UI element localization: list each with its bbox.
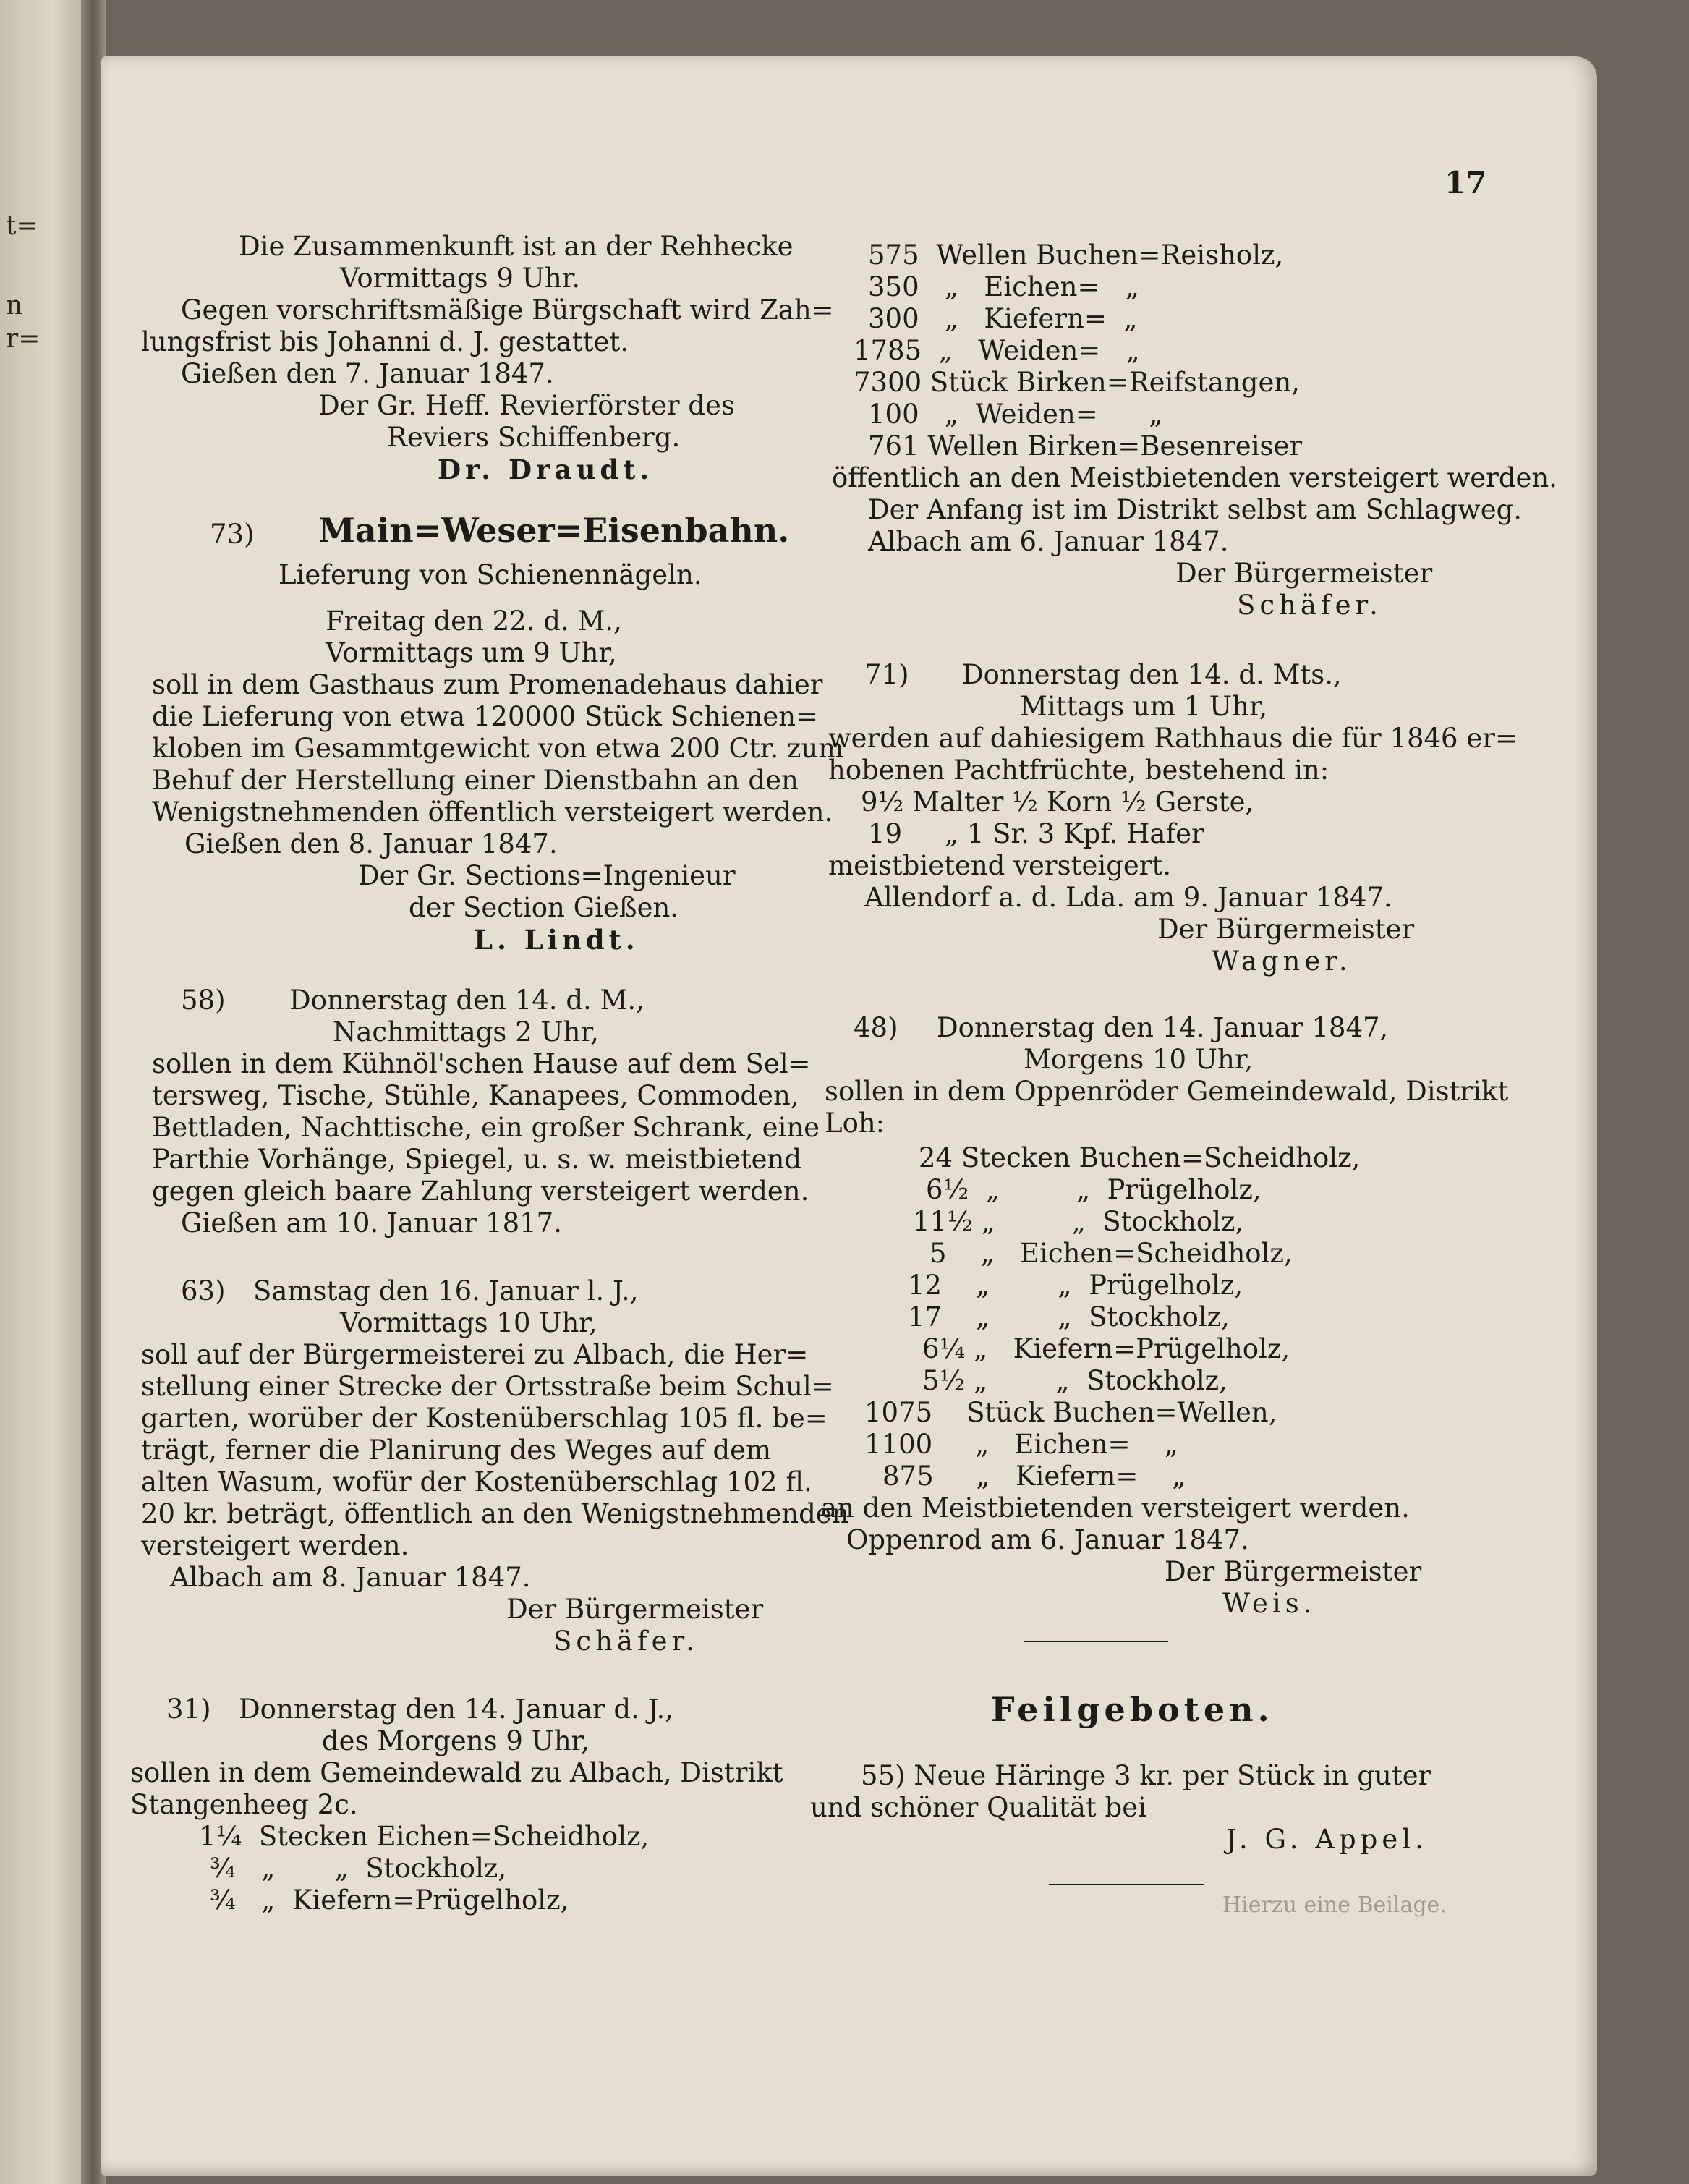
text-line: 575 Wellen Buchen=Reisholz,	[868, 239, 1284, 271]
text-line: 1¼ Stecken Eichen=Scheidholz,	[199, 1821, 650, 1852]
text-line: hobenen Pachtfrüchte, bestehend in:	[828, 755, 1329, 786]
text-line: an den Meistbietenden versteigert werden.	[821, 1492, 1410, 1524]
text-line: Feilgeboten.	[991, 1690, 1274, 1729]
text-line: versteigert werden.	[141, 1530, 409, 1561]
bleed-through-text: Hierzu eine Beilage.	[1222, 1892, 1447, 1918]
text-line: Albach am 6. Januar 1847.	[868, 526, 1229, 557]
text-line: 17 „ „ Stockholz,	[908, 1301, 1230, 1333]
text-line: sollen in dem Kühnöl'schen Hause auf dem Sel=	[152, 1048, 811, 1079]
text-line: 63)	[181, 1275, 226, 1306]
text-line: trägt, ferner die Planirung des Weges auf dem	[141, 1435, 772, 1466]
text-line: 100 „ Weiden= „	[868, 399, 1163, 430]
text-line: die Lieferung von etwa 120000 Stück Schienen=	[152, 701, 819, 732]
text-line: garten, worüber der Kostenüberschlag 105 fl. be=	[141, 1403, 828, 1434]
text-line: Oppenrod am 6. Januar 1847.	[846, 1524, 1249, 1555]
text-line: 55) Neue Häringe 3 kr. per Stück in guter	[861, 1760, 1431, 1791]
text-line: 6¼ „ Kiefern=Prügelholz,	[922, 1333, 1290, 1364]
text-line: 9½ Malter ½ Korn ½ Gerste,	[861, 786, 1254, 817]
text-line: gegen gleich baare Zahlung versteigert werden.	[152, 1176, 809, 1207]
text-line: Stangenheeg 2c.	[130, 1789, 358, 1820]
text-line: Gegen vorschriftsmäßige Bürgschaft wird Zah=	[181, 294, 834, 326]
text-line: Freitag den 22. d. M.,	[326, 606, 622, 637]
text-line: Main=Weser=Eisenbahn.	[318, 511, 790, 550]
margin-fragment: n	[6, 291, 23, 320]
text-line: Der Bürgermeister	[1165, 1556, 1422, 1587]
page-number: 17	[1445, 165, 1487, 200]
text-line: Gießen am 10. Januar 1817.	[181, 1207, 562, 1238]
text-line: Vormittags um 9 Uhr,	[326, 637, 617, 668]
text-line: 12 „ „ Prügelholz,	[908, 1270, 1243, 1301]
text-line: öffentlich an den Meistbietenden versteigert werden.	[832, 462, 1558, 493]
text-line: J. G. Appel.	[1226, 1824, 1428, 1855]
text-line: ¾ „ Kiefern=Prügelholz,	[210, 1885, 569, 1916]
text-line: Albach am 8. Januar 1847.	[170, 1562, 531, 1593]
text-line: Donnerstag den 14. Januar d. J.,	[239, 1694, 674, 1725]
text-line: alten Wasum, wofür der Kostenüberschlag 102 fl.	[141, 1466, 812, 1497]
text-line: 20 kr. beträgt, öffentlich an den Wenigstnehmenden	[141, 1498, 849, 1529]
text-line: meistbietend versteigert.	[828, 850, 1172, 881]
margin-fragment: t=	[6, 211, 38, 241]
text-line: Nachmittags 2 Uhr,	[333, 1016, 599, 1048]
text-line: Der Gr. Sections=Ingenieur	[358, 860, 736, 891]
text-line: Dr. Draudt.	[438, 454, 654, 485]
text-line: Wenigstnehmenden öffentlich versteigert werden.	[152, 796, 833, 828]
text-line: Donnerstag den 14. d. M.,	[289, 985, 644, 1016]
text-line: stellung einer Strecke der Ortsstraße beim Schul=	[141, 1371, 834, 1402]
text-line: Schäfer.	[553, 1626, 699, 1657]
text-line: lungsfrist bis Johanni d. J. gestattet.	[141, 326, 629, 357]
text-line: Der Gr. Heff. Revierförster des	[318, 390, 735, 421]
text-line: 48)	[854, 1012, 898, 1043]
text-line: Parthie Vorhänge, Spiegel, u. s. w. meistbietend	[152, 1144, 802, 1175]
text-line: kloben im Gesammtgewicht von etwa 200 Ctr. zum	[152, 733, 844, 764]
text-line: werden auf dahiesigem Rathhaus die für 1846 er=	[828, 723, 1518, 754]
text-line: 6½ „ „ Prügelholz,	[926, 1174, 1262, 1205]
text-line: 761 Wellen Birken=Besenreiser	[868, 430, 1303, 462]
text-line: 31)	[166, 1694, 211, 1725]
text-line: Reviers Schiffenberg.	[387, 422, 681, 453]
text-line: L. Lindt.	[474, 924, 639, 956]
text-line: Bettladen, Nachttische, ein großer Schrank, eine	[152, 1112, 820, 1143]
text-line: und schöner Qualität bei	[810, 1792, 1146, 1823]
section-divider	[1024, 1641, 1168, 1642]
text-line: Vormittags 10 Uhr,	[340, 1307, 597, 1338]
text-line: Behuf der Herstellung einer Dienstbahn an den	[152, 765, 799, 796]
closing-rule	[1049, 1884, 1204, 1885]
text-line: 5 „ Eichen=Scheidholz,	[929, 1238, 1293, 1269]
text-line: Der Bürgermeister	[1157, 914, 1415, 945]
text-line: 1100 „ Eichen= „	[864, 1429, 1178, 1460]
text-line: 875 „ Kiefern= „	[882, 1461, 1186, 1492]
text-line: Allendorf a. d. Lda. am 9. Januar 1847.	[864, 882, 1392, 913]
text-line: Der Bürgermeister	[1175, 558, 1433, 589]
text-line: 73)	[210, 519, 255, 550]
text-line: Morgens 10 Uhr,	[1024, 1044, 1254, 1075]
text-line: Donnerstag den 14. Januar 1847,	[937, 1012, 1389, 1043]
text-line: Die Zusammenkunft ist an der Rehhecke	[239, 231, 794, 262]
text-line: soll in dem Gasthaus zum Promenadehaus dahier	[152, 669, 823, 700]
text-line: Schäfer.	[1237, 590, 1382, 621]
margin-fragment: r=	[6, 324, 41, 354]
text-line: des Morgens 9 Uhr,	[322, 1725, 590, 1756]
text-line: 1075 Stück Buchen=Wellen,	[864, 1397, 1277, 1428]
text-line: sollen in dem Gemeindewald zu Albach, Distrikt	[130, 1757, 783, 1788]
text-line: 24 Stecken Buchen=Scheidholz,	[919, 1142, 1361, 1173]
text-line: Mittags um 1 Uhr,	[1020, 691, 1268, 722]
text-line: Gießen den 7. Januar 1847.	[181, 358, 554, 389]
text-line: 11½ „ „ Stockholz,	[913, 1206, 1244, 1237]
text-line: ¾ „ „ Stockholz,	[210, 1853, 507, 1884]
text-line: 7300 Stück Birken=Reifstangen,	[854, 367, 1300, 398]
text-line: 58)	[181, 985, 226, 1016]
text-line: 1785 „ Weiden= „	[854, 335, 1140, 366]
text-line: 71)	[864, 659, 909, 690]
text-line: soll auf der Bürgermeisterei zu Albach, die Her=	[141, 1339, 809, 1370]
text-line: Samstag den 16. Januar l. J.,	[253, 1275, 639, 1306]
text-line: 300 „ Kiefern= „	[868, 303, 1138, 334]
facing-page-edge	[0, 0, 88, 2184]
text-line: 5½ „ „ Stockholz,	[922, 1365, 1228, 1396]
text-line: Der Bürgermeister	[506, 1594, 764, 1625]
text-line: der Section Gießen.	[409, 892, 679, 923]
text-line: Donnerstag den 14. d. Mts.,	[962, 659, 1342, 690]
text-line: Vormittags 9 Uhr.	[340, 263, 581, 294]
text-line: 19 „ 1 Sr. 3 Kpf. Hafer	[868, 818, 1204, 849]
text-line: tersweg, Tische, Stühle, Kanapees, Commoden,	[152, 1080, 799, 1111]
text-line: Der Anfang ist im Distrikt selbst am Schlagweg.	[868, 494, 1523, 525]
text-line: Loh:	[825, 1108, 885, 1139]
text-line: sollen in dem Oppenröder Gemeindewald, Distrikt	[825, 1076, 1509, 1107]
text-line: Wagner.	[1212, 946, 1352, 977]
text-line: 350 „ Eichen= „	[868, 271, 1139, 302]
text-line: Gießen den 8. Januar 1847.	[184, 828, 558, 859]
text-line: Lieferung von Schienennägeln.	[278, 559, 702, 590]
text-line: Weis.	[1222, 1588, 1316, 1619]
